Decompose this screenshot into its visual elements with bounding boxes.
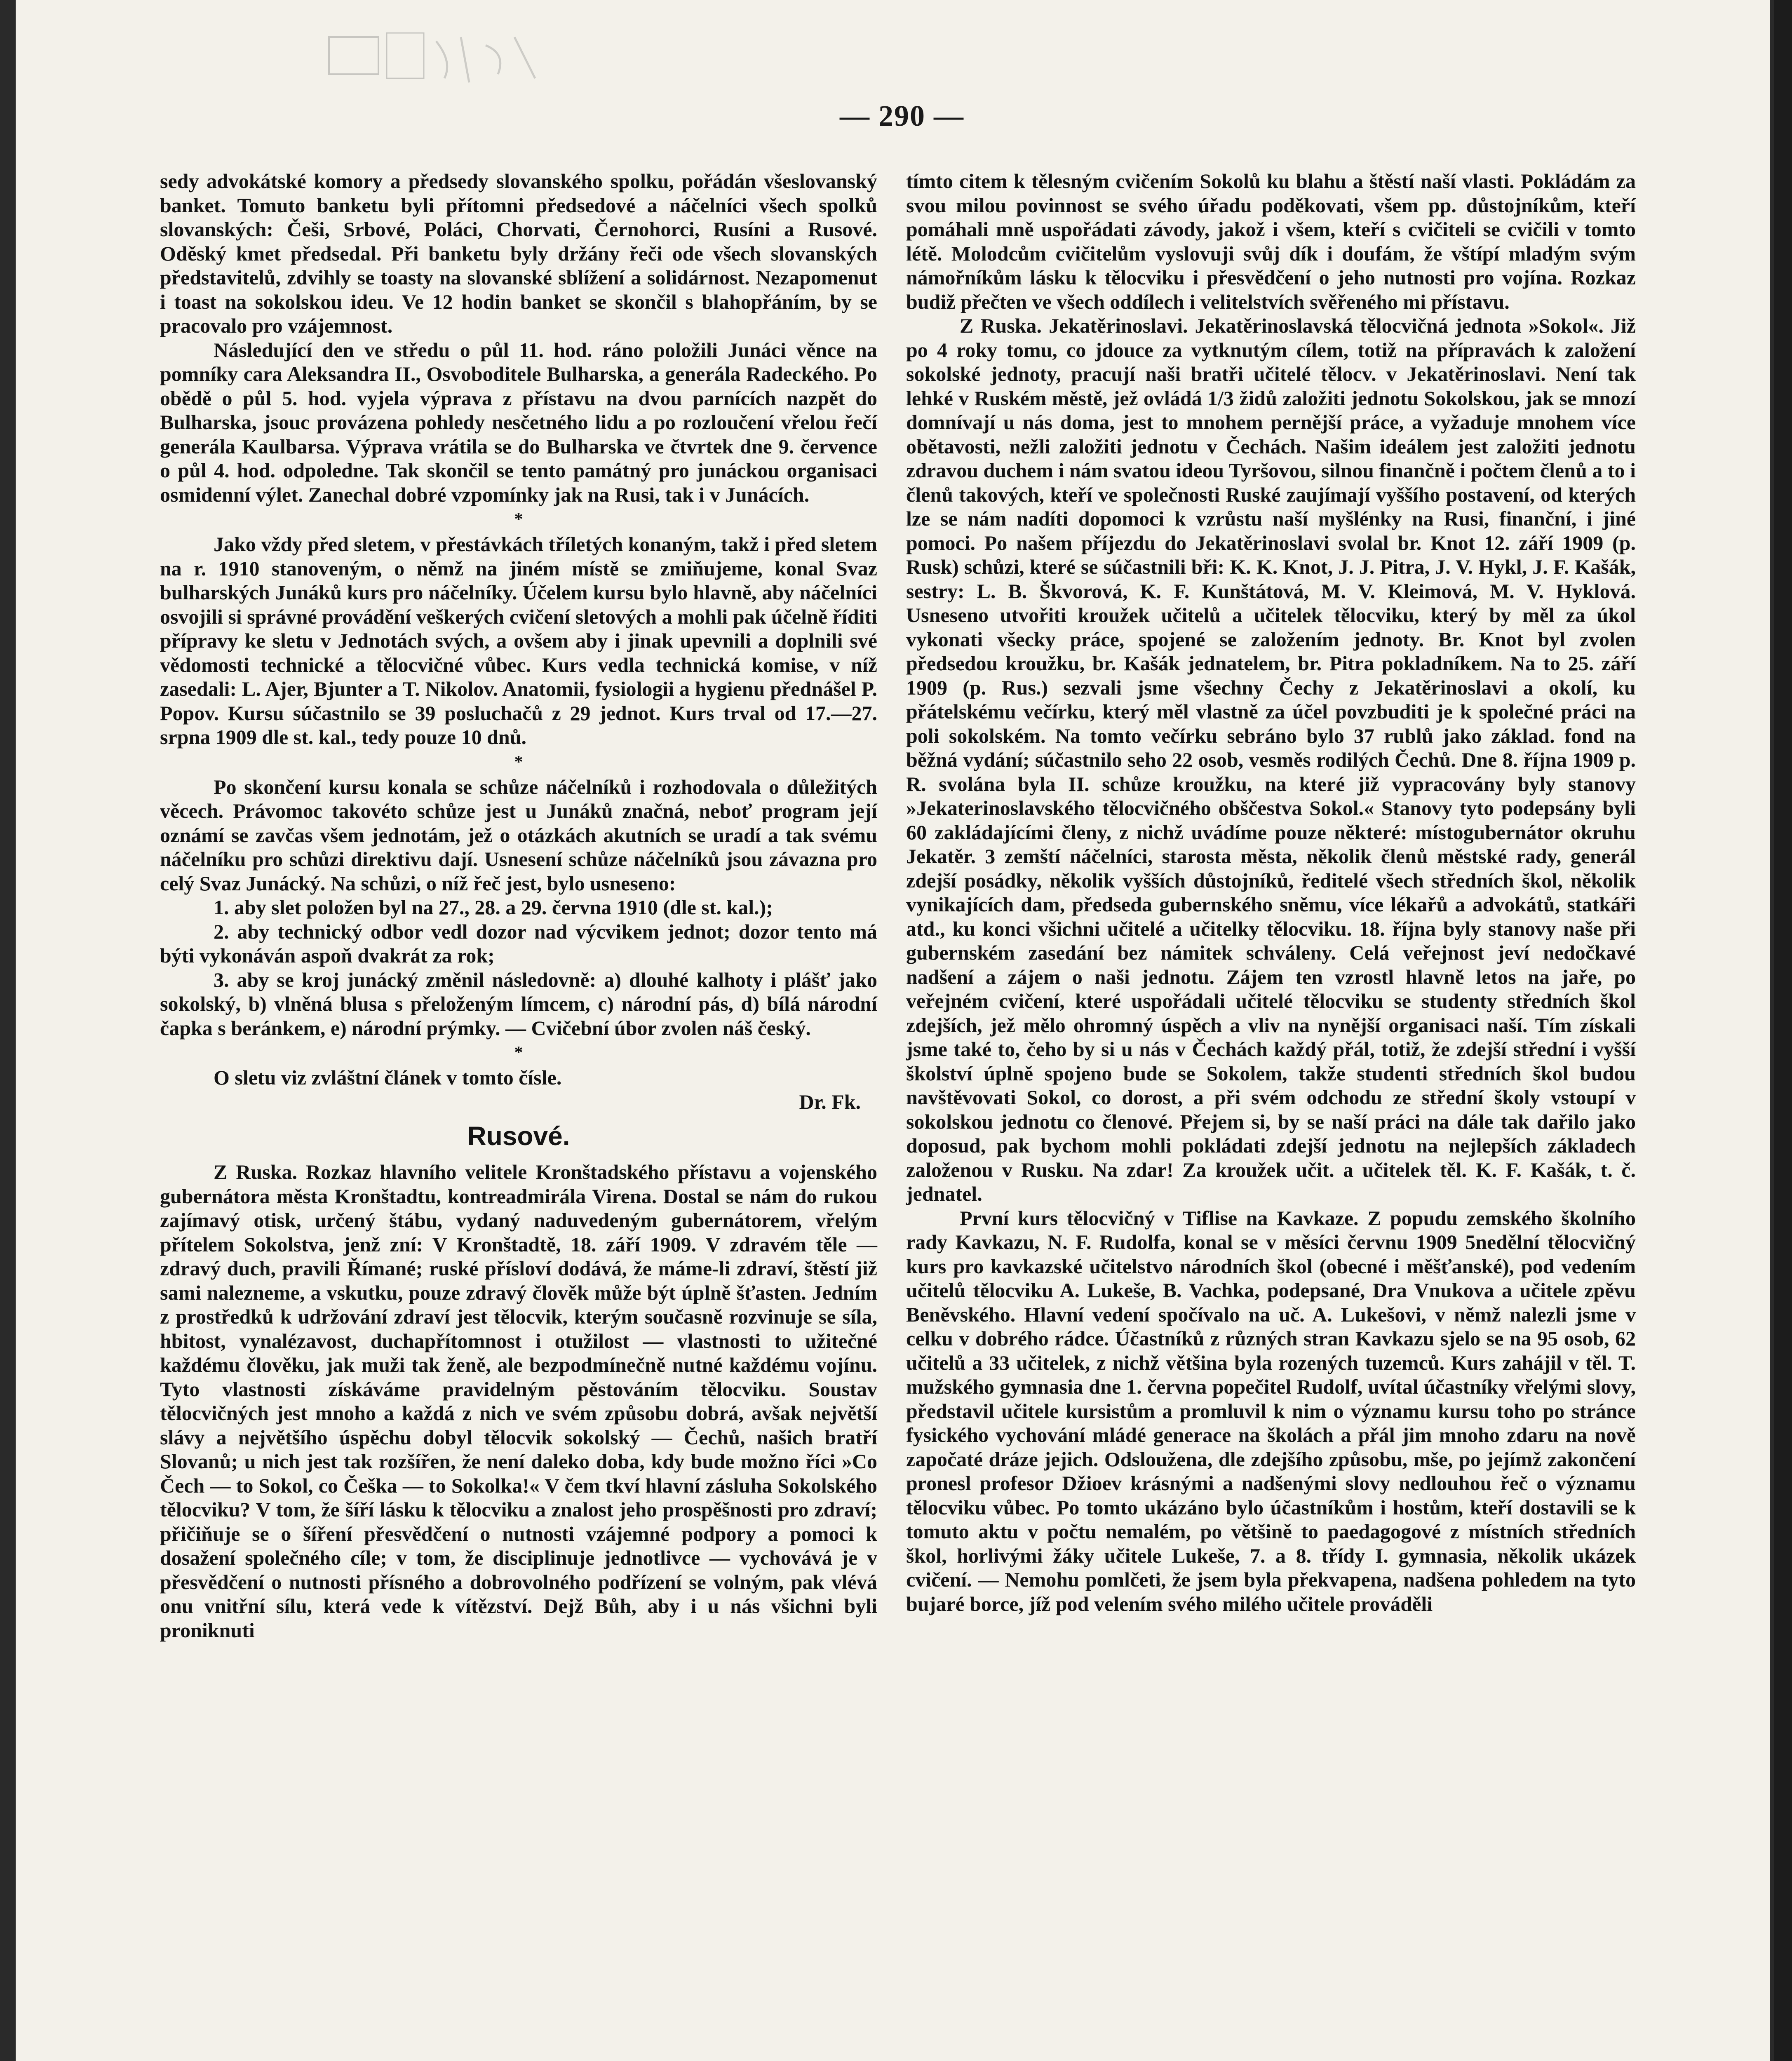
left-column	[160, 169, 877, 1642]
page-number: — 290 —	[840, 99, 964, 132]
section-separator: *	[514, 752, 523, 772]
right-column	[906, 169, 1636, 1616]
list-item: 2. aby technický odbor vedl dozor nad výcvikem jednot; dozor tento má býti vykonáván aspoň dvakrát za rok;	[160, 920, 877, 967]
paragraph: Následující den ve středu o půl 11. hod. ráno položili Junáci věnce na pomníky cara Aleksandra II., Osvoboditele Bulharska, a generála Radeckého. Po obědě o půl 5. hod. vyjela výprava z přístavu na dvou parnících nazpět do Bulharska, jsouc provázena pohledy nesčetného lidu a po rozloučení vřelou řečí generála Kaulbarsa. Výprava vrátila se do Bulharska ve čtvrtek dne 9. července o půl 4. hod. odpoledne. Tak skončil se tento památný pro junáckou organisaci osmidenní výlet. Zanechal dobré vzpomínky jak na Rusi, tak i v Junácích.	[160, 338, 877, 506]
section-separator: *	[514, 510, 523, 529]
list-item: 3. aby se kroj junácký změnil následovně: a) dlouhé kalhoty i plášť jako sokolský, b) vlněná blusa s přeloženým límcem, c) národní pás, d) bílá národní čapka s beránkem, e) národní prýmky. — Cvičební úbor zvolen náš český.	[160, 968, 877, 1040]
paragraph: První kurs tělocvičný v Tiflise na Kavkaze. Z popudu zemského školního rady Kavkazu, N. F. Rudolfa, konal se v měsíci červnu 1909 5nedělní tělocvičný kurs pro kavkazské učitelstvo národních škol (obecné i měšťanské), pod vedením učitelů tělocviku A. Lukeše, B. Vachka, podepsané, Dra Vnukova a učitele zpěvu Beněvského. Hlavní vedení spočívalo na uč. A. Lukešovi, v němž nalezli jsme v celku v dobrého rádce. Účastníků z různých stran Kavkazu sjelo se na 95 osob, 62 učitelů a 33 učitelek, z nichž většina byla rozených tuzemců. Kurs zahájil v těl. T. mužského gymnasia dne 1. června popečitel Rudolf, uvítal účastníky vřelými slovy, představil učitele kursistům a promluvil k nim o významu kursu toho po stránce fysického vychování mládé generace na školách a přál jim mnoho zdaru na nově započaté dráze jejich. Odsloužena, dle zdejšího způsobu, mše, po jejímž zakončení pronesl profesor Džioev krásnými a nadšenými slovy nedlouhou řeč o významu tělocviku vůbec. Po tomto ukázáno bylo účastníkům i hostům, kteří dostavili se k tomuto aktu v počtu nemalém, po většině to paedagogové z místních středních škol, horlivými žáky učitele Lukeše, 7. a 8. třídy I. gymnasia, několik ukázek cvičení. — Nemohu pomlčeti, že jsem byla překvapena, nadšena pohledem na tyto bujaré borce, jíž pod velením svého milého učitele prováděli	[906, 1206, 1636, 1615]
section-separator: *	[514, 1043, 523, 1062]
paragraph: sedy advokátské komory a předsedy slovanského spolku, pořádán všeslovanský banket. Tomuto banketu byli přítomni předsedové a náčelníci všech spolků slovanských: Češi, Srbové, Poláci, Chorvati, Černohorci, Rusíni a Rusové. Oděský kmet předsedal. Při banketu byly držány řeči ode všech slovanských představitelů, zdvihly se toasty na slovanské sblížení a solidárnost. Nezapomenut i toast na sokolskou ideu. Ve 12 hodin banket se skončil s blahopřáním, by se pracovalo pro vzájemnost.	[160, 169, 877, 337]
paragraph: O sletu viz zvláštní článek v tomto čísle.	[214, 1066, 562, 1089]
section-heading: Rusové.	[467, 1121, 570, 1151]
paragraph: Po skončení kursu konala se schůze náčelníků i rozhodovala o důležitých věcech. Právomoc takovéto schůze jest u Junáků značná, neboť program její oznámí se zavčas všem jednotám, jež o otázkách akutních se uradí a tak svému náčelníku pro schůzi direktivu dají. Usnesení schůze náčelníků jsou závazna pro celý Svaz Junácký. Na schůzi, o níž řeč jest, bylo usneseno:	[160, 775, 877, 895]
ink-smudge-mark	[321, 29, 552, 91]
list-item: 1. aby slet položen byl na 27., 28. a 29. června 1910 (dle st. kal.);	[214, 896, 773, 919]
paragraph: tímto citem k tělesným cvičením Sokolů ku blahu a štěstí naší vlasti. Pokládám za svou milou povinnost se svého úřadu poděkovati, všem pp. důstojníkům, kteří pomáhali mně uspořádati závody, jakož i všem, kteří s cvičiteli se cvičili v tomto létě. Molodcům cvičitelům vyslovuji svůj dík i doufám, že vštípí mladým svým námořníkům lásku k tělocviku i přesvědčení o jeho nutnosti pro vojína. Rozkaz budiž přečten ve všech oddílech i velitelstvích svěřeného mi přístavu.	[906, 169, 1636, 313]
scan-border-right	[1774, 0, 1792, 2061]
author-signature: Dr. Fk.	[799, 1090, 861, 1113]
paragraph: Z Ruska. Rozkaz hlavního velitele Kronštadského přístavu a vojenského gubernátora města Kronštadtu, kontreadmirála Virena. Dostal se nám do rukou zajímavý otisk, určený štábu, vydaný naduvedeným gubernátorem, vřelým přítelem Sokolstva, jenž zní: V Kronštadtě, 18. září 1909. V zdravém těle — zdravý duch, pravili Římané; ruské přísloví dodává, že máme-li zdraví, štěstí již sami nalezneme, a vskutku, pouze zdravý člověk může být úplně šťasten. Jedním z prostředků k udržování zdraví jest tělocvik, kterým současně rozvinuje se síla, hbitost, vynalézavost, duchapřítomnost i otužilost — vlastnosti to užitečné každému člověku, jak muži tak ženě, ale bezpodmínečně nutné každému vojínu. Tyto vlastnosti získáváme pravidelným pěstováním tělocviku. Soustav tělocvičných jest mnoho a každá z nich ve svém způsobu dobrá, avšak největší slávy a největšího úspěchu dobyl tělocvik sokolský — Čechů, našich bratří Slovanů; u nich jest tak rozšířen, že není daleko doba, kdy bude možno říci »Co Čech — to Sokol, co Češka — to Sokolka!« V čem tkví hlavní zásluha Sokolského tělocviku? V tom, že šíří lásku k tělocviku a znalost jeho prospěšnosti pro zdraví; přičiňuje se o šíření přesvědčení o nutnosti vzájemné podpory a pomoci k dosažení společného cíle; v tom, že disciplinuje jednotlivce — vychovává je v přesvědčení o nutnosti přísného a dobrovolného podřízení se volným, pak vlévá onu vnitřní sílu, která vede k vítězství. Dejž Bůh, aby i u nás všichni byli proniknuti	[160, 1160, 877, 1642]
paragraph: Jako vždy před sletem, v přestávkách tříletých konaným, takž i před sletem na r. 1910 stanoveným, o němž na jiném místě se zmiňujeme, konal Svaz bulharských Junáků kurs pro náčelníky. Účelem kursu bylo hlavně, aby náčelníci osvojili si správné provádění veškerých cvičení sletových a mohli pak účelně říditi přípravy ke sletu v Jednotách svých, a ovšem aby i jinak upevnili a doplnili své vědomosti technické a tělocvičné vůbec. Kurs vedla technická komise, v níž zasedali: L. Ajer, Bjunter a T. Nikolov. Anatomii, fysiologii a hygienu přednášel P. Popov. Kursu súčastnilo se 39 posluchačů z 29 jednot. Kurs trval od 17.—27. srpna 1909 dle st. kal., tedy pouze 10 dnů.	[160, 533, 877, 749]
scanned-page	[16, 0, 1770, 2061]
paragraph: Z Ruska. Jekatěrinoslavi. Jekatěrinoslavská tělocvičná jednota »Sokol«. Již po 4 roky tomu, co jdouce za vytknutým cílem, totiž na přípravách k založení sokolské jednoty, pracují naši bratři učitelé tělocv. v Jekatěrinoslavi. Není tak lehké v Ruském městě, jež ovládá 1/3 židů založiti jednotu Sokolskou, jak se mnozí domnívají u nás doma, jest to mnohem pernější práce, a vyžaduje mnohem více obětavosti, nežli založiti jednotu v Čechách. Našim ideálem jest založiti jednotu zdravou duchem i nám svatou ideou Tyršovou, silnou finančně i počtem členů a to i členů takových, kteří ve společnosti Ruské zaujímají vyššího postavení, od kterých lze se nám nadíti dopomoci k vzrůstu naší myšlénky na Rusi, finanční, i jiné pomoci. Po našem příjezdu do Jekatěrinoslavi svolal br. Knot 12. září 1909 (p. Rusk) schůzi, které se súčastnili bři: K. K. Knot, J. J. Pitra, J. V. Hykl, J. F. Kašák, sestry: L. B. Škvorová, K. F. Kunštátová, M. V. Kleimová, M. V. Hyklová. Usneseno utvořiti kroužek učitelů a učitelek tělocviku, který by měl za úkol vykonati všecky práce, spojené se založením jednoty. Br. Knot byl zvolen předsedou kroužku, br. Kašák jednatelem, br. Pitra pokladníkem. Na to 25. září 1909 (p. Rus.) sezvali jsme všechny Čechy z Jekatěrinoslavi a okolí, ku přátelskému večírku, který měl vlastně za účel povzbuditi je k společné práci na poli sokolském. Na tomto večírku sebráno bylo 37 rublů jako základ. fond na běžná vydání; súčastnilo seho 22 osob, vesměs rodilých Čechů. Dne 8. října 1909 p. R. svolána byla II. schůze kroužku, na které již vypracovány byly stanovy »Jekaterinoslavského tělocvičného obščestva Sokol.« Stanovy tyto podepsány byli 60 zakládajícími členy, z nichž uvádíme pouze některé: místogubernátor okruhu Jekatěr. 3 zemští náčelníci, starosta města, několik členů městské rady, generál zdejší posádky, několik vyšších důstojníků, ředitelé všech středních škol, několik vynikajících dam, předseda gubernského sněmu, více lékařů a advokátů, statkáři atd., ku konci všichni učitelé a učitelky tělocviku. 18. října byly stanovy naše při gubernském zasedání bez námitek schváleny. Celá veřejnost jeví nedočkavé nadšení a zájem o naši jednotu. Zájem ten vzrostl hlavně letos na jaře, po veřejném cvičení, které uspořádali učitelé tělocviku se studenty středních škol zdejších, jež mělo ohromný úspěch a vliv na nynější organisaci naší. Tím získali jsme také to, čeho by si u nás v Čechách každý přál, totiž, že zdejší střední i vyšší školství úplně spojeno bude se Sokolem, takže studenti středních škol budou navštěvovati Sokol, co dorost, a při svém odchodu ze střední školy vstoupí v sokolskou jednotu co členové. Přejem si, by se naší práci na dále tak dařilo jako doposud, pak bychom mohli pokládati zdejší jednotu na nejlepších základech založenou v Rusku. Na zdar! Za kroužek učit. a učitelek těl. K. F. Kašák, t. č. jednatel.	[906, 314, 1636, 1205]
